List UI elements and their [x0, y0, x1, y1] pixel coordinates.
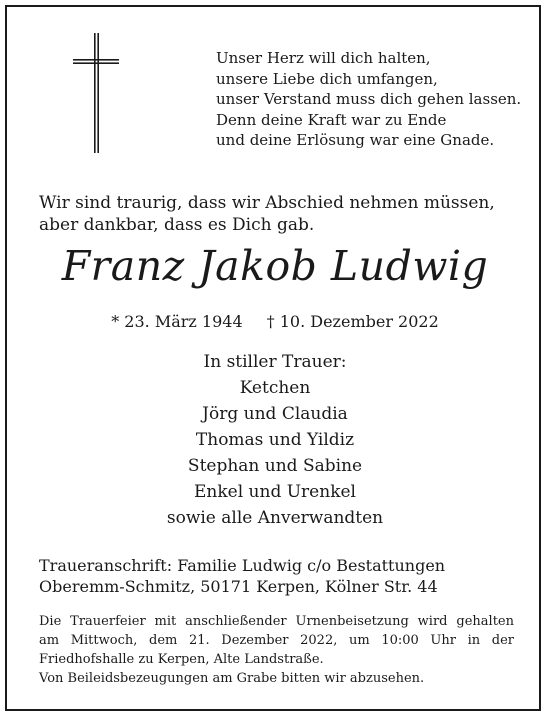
life-dates	[0, 312, 550, 332]
mourner-name: sowie alle Anverwandten	[166, 508, 384, 528]
poem	[216, 48, 521, 151]
death-date: † 10. Dezember 2022	[266, 312, 439, 331]
poem-line: Denn deine Kraft war zu Ende	[216, 110, 447, 129]
mourner-name: Ketchen	[239, 378, 311, 398]
mourner-name: Stephan und Sabine	[187, 456, 363, 476]
notice-line: Die Trauerfeier mit anschließender Urnenbeisetzung wird gehalten	[39, 614, 514, 629]
cross-icon	[73, 33, 119, 153]
poem-line: Unser Herz will dich halten,	[216, 49, 431, 67]
birth-date: * 23. März 1944	[111, 312, 243, 331]
notice-line: Friedhofshalle zu Kerpen, Alte Landstraße.	[39, 652, 324, 667]
poem-line: und deine Erlösung war eine Gnade.	[216, 131, 495, 149]
intro-line: Wir sind traurig, dass wir Abschied nehmen müssen,	[39, 193, 495, 213]
poem-line: unsere Liebe dich umfangen,	[216, 69, 438, 88]
mourner-name: Enkel und Urenkel	[193, 482, 356, 502]
intro-text	[39, 192, 495, 236]
mourner-name: Thomas und Yildiz	[195, 430, 355, 450]
notice-line: am Mittwoch, dem 21. Dezember 2022, um 10:00 Uhr in der	[39, 633, 514, 648]
address-line: Oberemm-Schmitz, 50171 Kerpen, Kölner Str. 44	[39, 577, 438, 596]
notice-line: Von Beileidsbezeugungen am Grabe bitten wir abzusehen.	[39, 671, 425, 686]
mourners-block	[0, 349, 550, 531]
mourning-address	[39, 555, 445, 597]
deceased-name: Franz Jakob Ludwig	[61, 242, 489, 290]
funeral-notice	[39, 612, 514, 688]
mourners-heading: In stiller Trauer:	[203, 352, 347, 372]
address-line: Traueranschrift: Familie Ludwig c/o Bestattungen	[39, 556, 446, 575]
intro-line: aber dankbar, dass es Dich gab.	[39, 215, 315, 235]
mourner-name: Jörg und Claudia	[202, 404, 348, 424]
poem-line: unser Verstand muss dich gehen lassen.	[216, 90, 522, 108]
